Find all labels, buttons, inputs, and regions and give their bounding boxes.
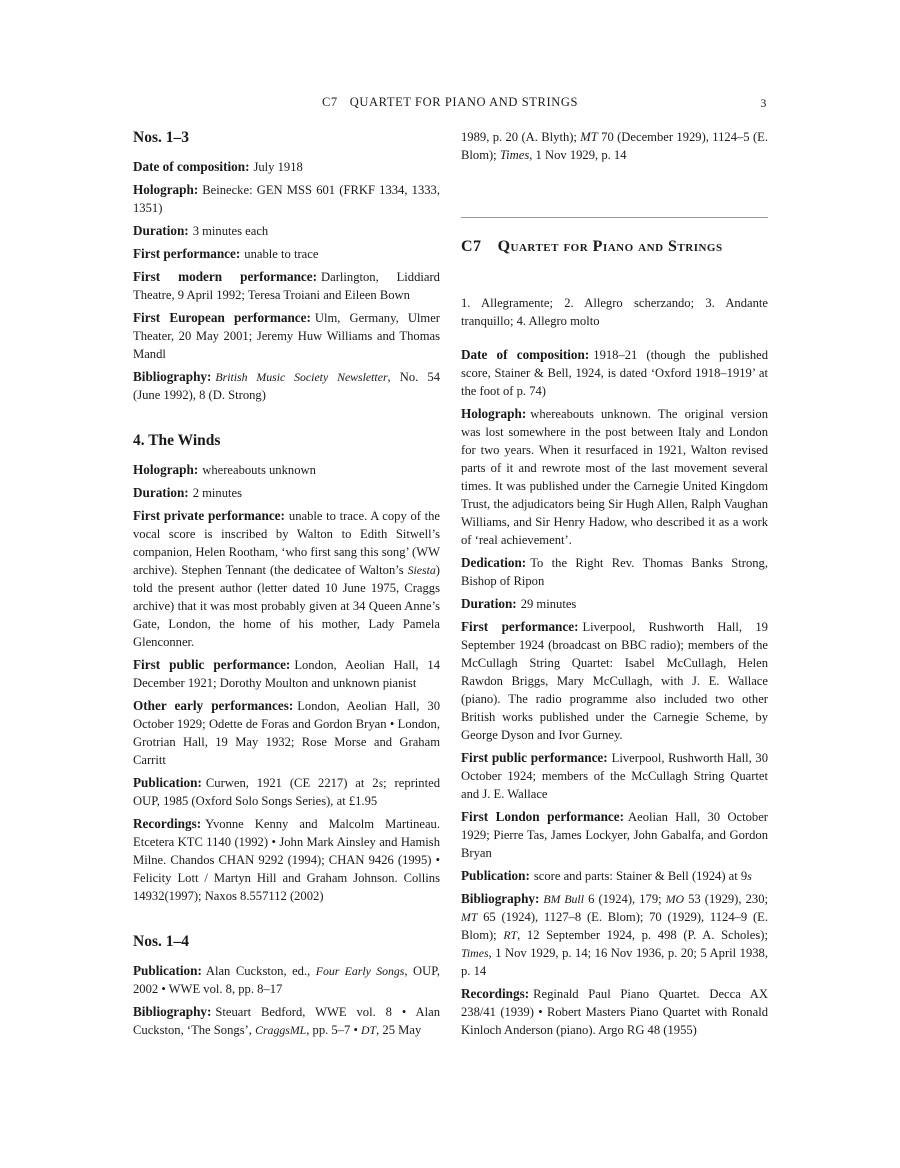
text-run: 2 minutes: [192, 486, 243, 500]
entry-label: First public performance:: [133, 657, 291, 672]
entry: [133, 656, 440, 692]
text-run: , pp. 5–7 •: [306, 1023, 362, 1037]
entry: [461, 985, 768, 1039]
text-run: 65 (1924), 1127–8 (E. Blom); 70 (1929), 1124–9 (E. Blom);: [461, 910, 768, 942]
text-run: 1918–21 (though the published score, Stainer & Bell, 1924, is dated ‘Oxford 1918–1919’ at the foot of p. 74): [461, 348, 768, 398]
italic-title: British Music Society Newsletter: [215, 370, 388, 384]
entry-label: Duration:: [133, 485, 189, 500]
text-run: unable to trace: [244, 247, 319, 261]
italic-title: MO: [665, 892, 685, 906]
entry: [133, 245, 440, 263]
entry-label: Date of composition:: [133, 159, 250, 174]
text-run: 29 minutes: [520, 597, 577, 611]
entry-label: First public performance:: [461, 750, 608, 765]
entry: [133, 774, 440, 810]
entry: [461, 890, 768, 980]
entry-label: Duration:: [461, 596, 517, 611]
entry: [133, 181, 440, 217]
text-run: Reginald Paul Piano Quartet. Decca AX 238/41 (1939) • Robert Masters Piano Quartet with Ronald Kinloch Anderson (piano). Argo RG 48 (1955): [461, 987, 768, 1037]
text-run: Beinecke: GEN MSS 601 (FRKF 1334, 1333, 1351): [133, 183, 440, 215]
continued-text: [461, 128, 768, 164]
text-run: 3 minutes each: [192, 224, 269, 238]
entry: [133, 507, 440, 651]
text-run: ) told the present author (letter dated 10 June 1975, Craggs archive) that it was most probably given at 34 Queen Anne’s Gate, London, the home of his mother, Lady Pamela Glenconner.: [133, 563, 440, 649]
entry-label: First performance:: [461, 619, 579, 634]
work-title: [461, 236, 768, 258]
text-run: , No. 54 (June 1992), 8 (D. Strong): [133, 370, 440, 402]
italic-title: Siesta: [407, 563, 436, 577]
italic-title: s: [378, 776, 384, 790]
entry: [133, 461, 440, 479]
entry-label: Bibliography:: [133, 369, 212, 384]
page-number: 3: [760, 96, 767, 110]
right-column: [461, 128, 768, 1044]
text-run: 1. Allegramente; 2. Allegro scherzando; 3. Andante tranquillo; 4. Allegro molto: [461, 296, 768, 328]
italic-title: RT: [503, 928, 518, 942]
running-title-code: C7: [321, 95, 338, 109]
entry-label: Publication:: [461, 868, 530, 883]
section-heading: 4. The Winds: [133, 432, 221, 449]
entry: [133, 484, 440, 502]
entry-label: Recordings:: [461, 986, 530, 1001]
text-run: Steuart Bedford, WWE vol. 8 • Alan Cuckston, ‘The Songs’,: [133, 1005, 440, 1037]
text-run: , OUP, 2002 • WWE vol. 8, pp. 8–17: [133, 964, 440, 996]
text-run: 70 (December 1929), 1124–5 (E. Blom);: [461, 130, 768, 162]
text-run: To the Right Rev. Thomas Banks Strong, Bishop of Ripon: [461, 556, 768, 588]
text-run: , 1 Nov 1929, p. 14: [529, 148, 627, 162]
entry-label: Publication:: [133, 963, 202, 978]
entry-label: Holograph:: [461, 406, 527, 421]
entry: [133, 697, 440, 769]
running-head: [133, 95, 767, 113]
text-run: Aeolian Hall, 30 October 1929; Pierre Tas, James Lockyer, John Gabalfa, and Gordon Bryan: [461, 810, 769, 860]
text-run: Darlington, Liddiard Theatre, 9 April 1992; Teresa Troiani and Eileen Bown: [133, 270, 440, 302]
text-run: Alan Cuckston, ed.,: [205, 964, 316, 978]
entry-label: Dedication:: [461, 555, 527, 570]
italic-title: BM Bull: [543, 892, 584, 906]
entry-label: Holograph:: [133, 182, 199, 197]
text-run: 53 (1929), 230;: [684, 892, 768, 906]
text-run: whereabouts unknown. The original version was lost somewhere in the post between Italy and London for two years. When it resurfaced in 1921, Walton revised parts of it and rewrote most of the last movement several times. It was published under the Carnegie United Kingdom Trust, the adjudicators being Sir Hugh Allen, Ralph Vaughan Williams, and Sir Henry Hadow, who described it as a work of ‘real achievement’.: [461, 407, 768, 547]
entry-label: Holograph:: [133, 462, 199, 477]
entry-label: Bibliography:: [133, 1004, 212, 1019]
entry: [461, 595, 768, 613]
text-run: July 1918: [253, 160, 303, 174]
entry: [133, 158, 440, 176]
italic-title: Times: [461, 946, 489, 960]
entry-label: Other early performances:: [133, 698, 294, 713]
entry-label: First London performance:: [461, 809, 625, 824]
entry-label: Publication:: [133, 775, 202, 790]
text-run: , 25 May: [376, 1023, 422, 1037]
italic-title: MT: [461, 910, 478, 924]
text-run: score and parts: Stainer & Bell (1924) at 9: [533, 869, 748, 883]
entry: [461, 867, 768, 885]
text-run: whereabouts unknown: [202, 463, 316, 477]
section-divider: [461, 217, 768, 218]
entry: [133, 1003, 440, 1039]
text-run: Curwen, 1921 (CE 2217) at 2: [205, 776, 379, 790]
entry: [133, 268, 440, 304]
italic-title: MT: [580, 130, 598, 144]
entry: [133, 815, 440, 905]
left-column: [133, 128, 440, 1044]
text-run: Ulm, Germany, Ulmer Theater, 20 May 2001; Jeremy Huw Williams and Thomas Mandl: [133, 311, 440, 361]
entry: [133, 368, 440, 404]
text-run: ; reprinted OUP, 1985 (Oxford Solo Songs Series), at £1.95: [133, 776, 440, 808]
text-run: , 1 Nov 1929, p. 14; 16 Nov 1936, p. 20; 5 April 1938, p. 14: [461, 946, 768, 978]
entry: [461, 618, 768, 744]
running-title: [133, 95, 767, 110]
entry: [461, 808, 768, 862]
italic-title: CraggsML: [255, 1023, 307, 1037]
italic-title: Times: [499, 148, 530, 162]
entry-label: Duration:: [133, 223, 189, 238]
section-heading: Nos. 1–4: [133, 933, 189, 950]
entry-label: First private performance:: [133, 508, 285, 523]
text-run: Liverpool, Rushworth Hall, 19 September 1924 (broadcast on BBC radio); members of the McCullagh String Quartet: Isabel McCullagh, Helen Rawdon Briggs, Mary McCullagh, with J. E. Wallace (piano). The radio programme also included two other British works published under the Carnegie Scheme, by George Dyson and Ivor Gurney.: [461, 620, 768, 742]
text-run: , 12 September 1924, p. 498 (P. A. Scholes);: [517, 928, 768, 942]
text-run: Liverpool, Rushworth Hall, 30 October 1924; members of the McCullagh String Quartet and J. E. Wallace: [461, 751, 768, 801]
italic-title: Four Early Songs: [315, 964, 405, 978]
entry: [133, 222, 440, 240]
text-run: London, Aeolian Hall, 30 October 1929; Odette de Foras and Gordon Bryan • London, Grotrian Hall, 19 May 1932; Rose Morse and Graham Carritt: [133, 699, 440, 767]
section-heading: Nos. 1–3: [133, 129, 189, 146]
entry-label: Bibliography:: [461, 891, 540, 906]
text-run: Yvonne Kenny and Malcolm Martineau. Etcetera KTC 1140 (1992) • John Mark Ainsley and Hamish Milne. Chandos CHAN 9292 (1994); CHAN 9426 (1995) • Felicity Lott / Martyn Hill and Graham Johnson. Collins 14932(1997); Naxos 8.557112 (2002): [133, 817, 440, 903]
entry: [461, 554, 768, 590]
entry: [461, 405, 768, 549]
text-run: London, Aeolian Hall, 14 December 1921; Dorothy Moulton and unknown pianist: [133, 658, 440, 690]
entry-label: Recordings:: [133, 816, 202, 831]
work-title-text: Quartet for Piano and Strings: [497, 238, 723, 255]
entry-label: Date of composition:: [461, 347, 590, 362]
text-run: unable to trace. A copy of the vocal score is inscribed by Walton to Edith Sitwell’s companion, Helen Rootham, ‘who first sang this song’ (WW archive). Stephen Tennant (the dedicatee of Walton’s: [133, 509, 440, 577]
entry-label: First performance:: [133, 246, 241, 261]
text-run: 6 (1924), 179;: [584, 892, 666, 906]
entry: [461, 346, 768, 400]
italic-title: s: [747, 869, 752, 883]
italic-title: DT: [361, 1023, 377, 1037]
entry-label: First modern performance:: [133, 269, 318, 284]
work-code: C7: [461, 238, 482, 255]
running-title-text: QUARTET FOR PIANO AND STRINGS: [349, 95, 579, 109]
entry: [133, 962, 440, 998]
text-run: 1989, p. 20 (A. Blyth);: [461, 130, 581, 144]
movements-list: [461, 294, 768, 330]
entry-label: First European performance:: [133, 310, 311, 325]
entry: [133, 309, 440, 363]
entry: [461, 749, 768, 803]
